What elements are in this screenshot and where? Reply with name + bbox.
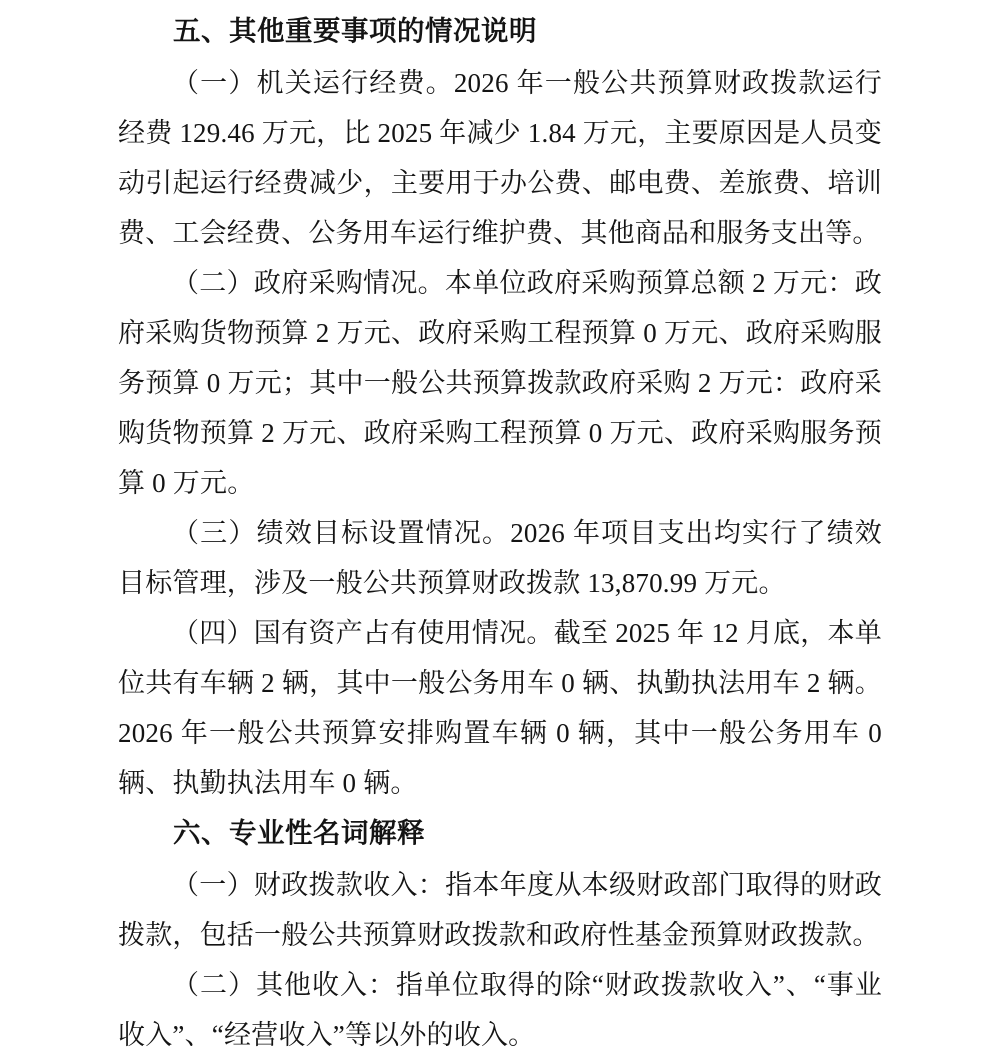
paragraph-fiscal-appropriation-income: （一）财政拨款收入：指本年度从本级财政部门取得的财政拨款，包括一般公共预算财政拨款和政府性基金预算财政拨款。 [118,870,882,950]
paragraph-operating-expenses: （一）机关运行经费。2026 年一般公共预算财政拨款运行经费 129.46 万元，比 2025 年减少 1.84 万元，主要原因是人员变动引起运行经费减少，主要用于办公费、邮电费、差旅费、培训费、工会经费、公务用车运行维护费、其他商品和服务支出等。 [118,68,882,248]
paragraph-government-procurement: （二）政府采购情况。本单位政府采购预算总额 2 万元：政府采购货物预算 2 万元、政府采购工程预算 0 万元、政府采购服务预算 0 万元；其中一般公共预算拨款政府采购 2 万元：政府采购货物预算 2 万元、政府采购工程预算 0 万元、政府采购服务预算 0 万元。 [118,268,882,498]
paragraph-state-assets: （四）国有资产占有使用情况。截至 2025 年 12 月底，本单位共有车辆 2 辆，其中一般公务用车 0 辆、执勤执法用车 2 辆。2026 年一般公共预算安排购置车辆 0 辆，其中一般公务用车 0 辆、执勤执法用车 0 辆。 [118,618,882,798]
paragraph-performance-target: （三）绩效目标设置情况。2026 年项目支出均实行了绩效目标管理，涉及一般公共预算财政拨款 13,870.99 万元。 [118,518,882,598]
section-heading-six: 六、专业性名词解释 [173,817,425,848]
section-heading-five: 五、其他重要事项的情况说明 [173,15,537,46]
paragraph-other-income: （二）其他收入：指单位取得的除“财政拨款收入”、“事业收入”、“经营收入”等以外的收入。 [118,970,882,1050]
